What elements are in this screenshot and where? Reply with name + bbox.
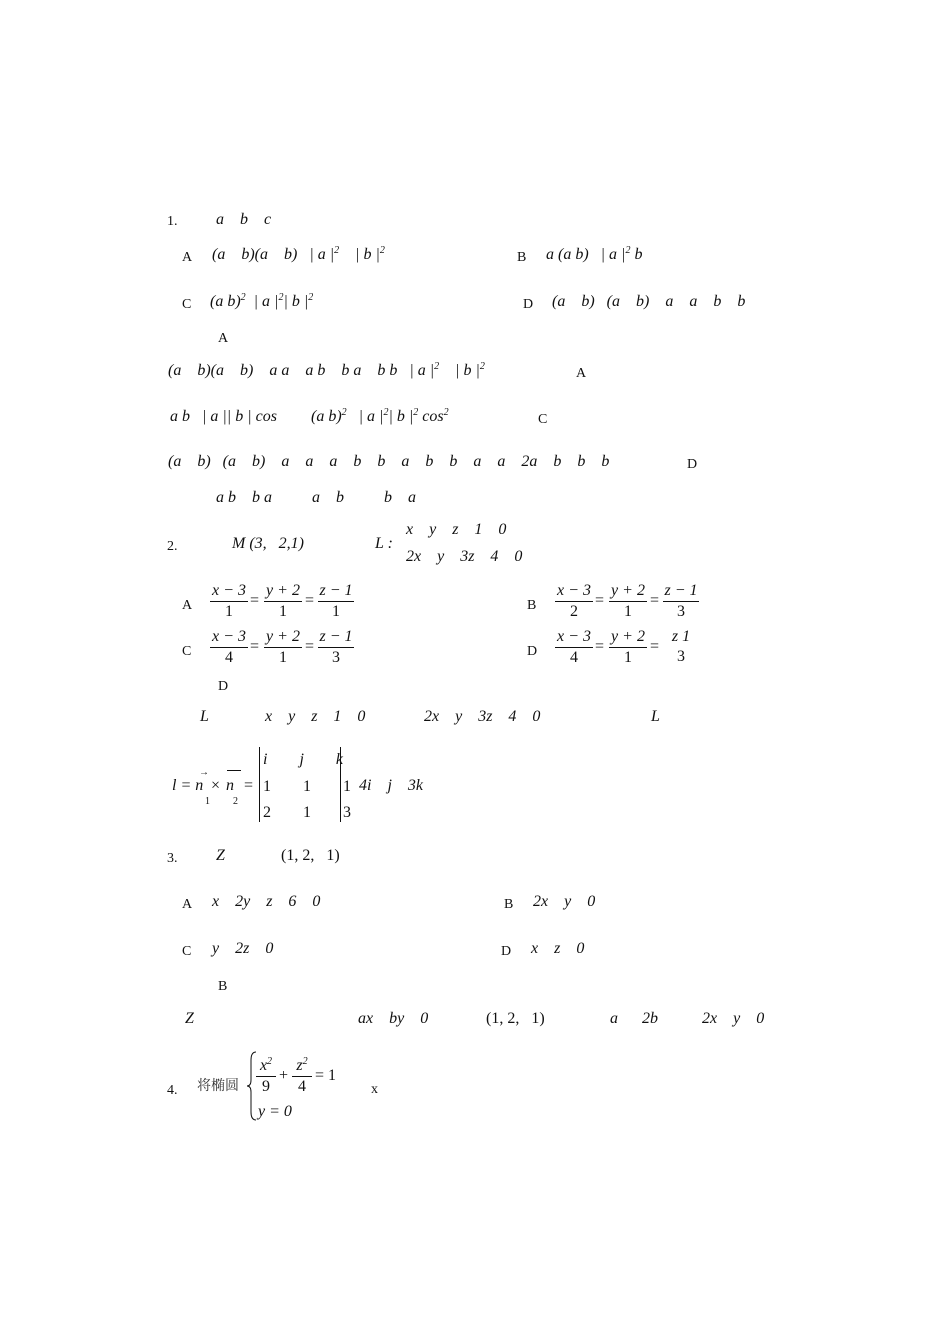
q2-option-d-frac-3: z 1 3 (671, 628, 691, 665)
q1-solution-line-2b: (a b)$^2$ | a $|^2|$ b $|^2$ $\cos^2$ (311, 407, 449, 425)
q3-option-b-label: B (504, 897, 514, 912)
q2-cross-sub-2: 2 (233, 796, 238, 807)
q2-option-b-label: B (527, 598, 537, 613)
q2-line-label: L : (375, 535, 393, 552)
q1-option-a-label: A (182, 250, 193, 265)
q2-option-a-frac-1: x − 3 1 (210, 582, 248, 621)
q3-option-c: y 2z 0 (212, 940, 274, 957)
q3-option-d: x z 0 (531, 940, 585, 957)
q3-option-a-label: A (182, 897, 193, 912)
q2-option-d-eq-2: = (650, 638, 660, 655)
q1-option-a: (a b)(a b) | a $|^2$ | b $|^2$ (212, 245, 385, 263)
q4-frac-x: $x^2$ 9 (256, 1057, 276, 1096)
q1-answer: A (218, 331, 229, 346)
q1-option-c: (a b)$^2$ | a $|^2|$ b $|^2$ (210, 292, 314, 310)
q4-y-eq: y = 0 (258, 1103, 292, 1120)
q2-solution-eq-2: 2x y 3z 4 0 (424, 708, 541, 725)
q2-option-b-frac-2: y + 2 1 (609, 582, 647, 621)
q2-number: 2. (167, 539, 178, 554)
q2-option-b-eq-2: = (650, 592, 660, 609)
q3-stem-point: (1, 2, 1) (281, 847, 340, 864)
q2-option-a-frac-2: y + 2 1 (264, 582, 302, 621)
q2-option-c-frac-3: z − 1 3 (319, 628, 353, 666)
q2-option-d-label: D (527, 644, 538, 659)
q2-option-d-frac-2: y + 2 1 (609, 628, 647, 667)
q3-solution-relation: a 2b (610, 1010, 658, 1027)
q1-solution-line-1: (a b)(a b) a a a b b a b b | a $|^2$ | b $|^2$ (168, 361, 485, 379)
q3-stem-axis: Z (216, 847, 225, 864)
q1-solution-tag-d: D (687, 457, 698, 472)
q2-cross-n2-bar (227, 770, 241, 771)
q3-answer: B (218, 979, 228, 994)
q3-solution-point: (1, 2, 1) (486, 1010, 545, 1027)
q4-number: 4. (167, 1083, 178, 1098)
q4-rhs: = 1 (315, 1067, 337, 1084)
q2-option-c-eq-1: = (250, 638, 260, 655)
q2-solution-eq-1: x y z 1 0 (265, 708, 366, 725)
q2-option-b-frac-1: x − 3 2 (555, 582, 593, 621)
q2-option-a-frac-3: z − 1 1 (319, 582, 353, 620)
q2-option-c-eq-2: = (305, 638, 315, 655)
q3-number: 3. (167, 851, 178, 866)
q3-solution-plane: ax by 0 (358, 1010, 429, 1027)
q3-option-c-label: C (182, 944, 192, 959)
q1-solution-line-2a: a b | a || b | cos (170, 408, 277, 425)
q2-cross-n2: n (226, 777, 234, 794)
q2-det-left-bar (259, 747, 260, 822)
q1-option-d-label: D (523, 297, 534, 312)
q2-cross-sub-1: 1 (205, 796, 210, 807)
q2-option-a-eq-2: = (305, 592, 315, 609)
q2-det-result: 4i j 3k (359, 777, 423, 794)
q2-line-eq-1: x y z 1 0 (406, 521, 507, 538)
q3-option-b: 2x y 0 (533, 893, 596, 910)
q1-option-b-label: B (517, 250, 527, 265)
q2-det-row-3: 2 1 3 (263, 804, 351, 821)
q2-option-c-label: C (182, 644, 192, 659)
q3-option-d-label: D (501, 944, 512, 959)
q1-solution-tag-a: A (576, 366, 587, 381)
q1-stem: a b c (216, 211, 272, 228)
q3-solution-result: 2x y 0 (702, 1010, 765, 1027)
q1-option-d: (a b) (a b) a a b b (552, 293, 746, 310)
q2-answer: D (218, 679, 229, 694)
q4-frac-z: $z^2$ 4 (292, 1057, 312, 1096)
q1-number: 1. (167, 214, 178, 229)
q2-option-d-frac-1: x − 3 4 (555, 628, 593, 667)
q3-option-a: x 2y z 6 0 (212, 893, 321, 910)
q2-solution-l-2: L (651, 708, 660, 725)
q2-solution-l: L (200, 708, 209, 725)
q2-option-c-frac-1: x − 3 4 (210, 628, 248, 667)
q2-det-row-2: 1 1 1 (263, 778, 351, 795)
q2-cross-eq: = (244, 777, 254, 794)
q2-cross-times: × (211, 777, 221, 794)
q2-option-a-eq-1: = (250, 592, 260, 609)
q2-option-b-eq-1: = (595, 592, 605, 609)
q3-solution-axis: Z (185, 1010, 194, 1027)
q2-det-row-1: i j k (263, 751, 343, 768)
q2-option-d-eq-1: = (595, 638, 605, 655)
q1-option-c-label: C (182, 297, 192, 312)
q2-line-eq-2: 2x y 3z 4 0 (406, 548, 523, 565)
q1-solution-line-4: a b b a a b b a (216, 489, 416, 506)
q1-solution-line-3: (a b) (a b) a a a b b a b b a a 2a b b b (168, 453, 610, 470)
q1-option-b: a (a b) | a $|^2$ b (546, 245, 643, 263)
q4-plus: + (279, 1067, 289, 1084)
q2-option-a-label: A (182, 598, 193, 613)
q2-option-c-frac-2: y + 2 1 (264, 628, 302, 667)
q2-option-b-frac-3: z − 1 3 (664, 582, 698, 620)
q4-lead-text: 将椭圆 (197, 1078, 239, 1094)
q1-solution-tag-c: C (538, 412, 548, 427)
q2-cross-lhs: l = n (172, 777, 204, 794)
q4-tail: x (371, 1082, 378, 1097)
q2-point: M (3, 2,1) (232, 535, 304, 552)
